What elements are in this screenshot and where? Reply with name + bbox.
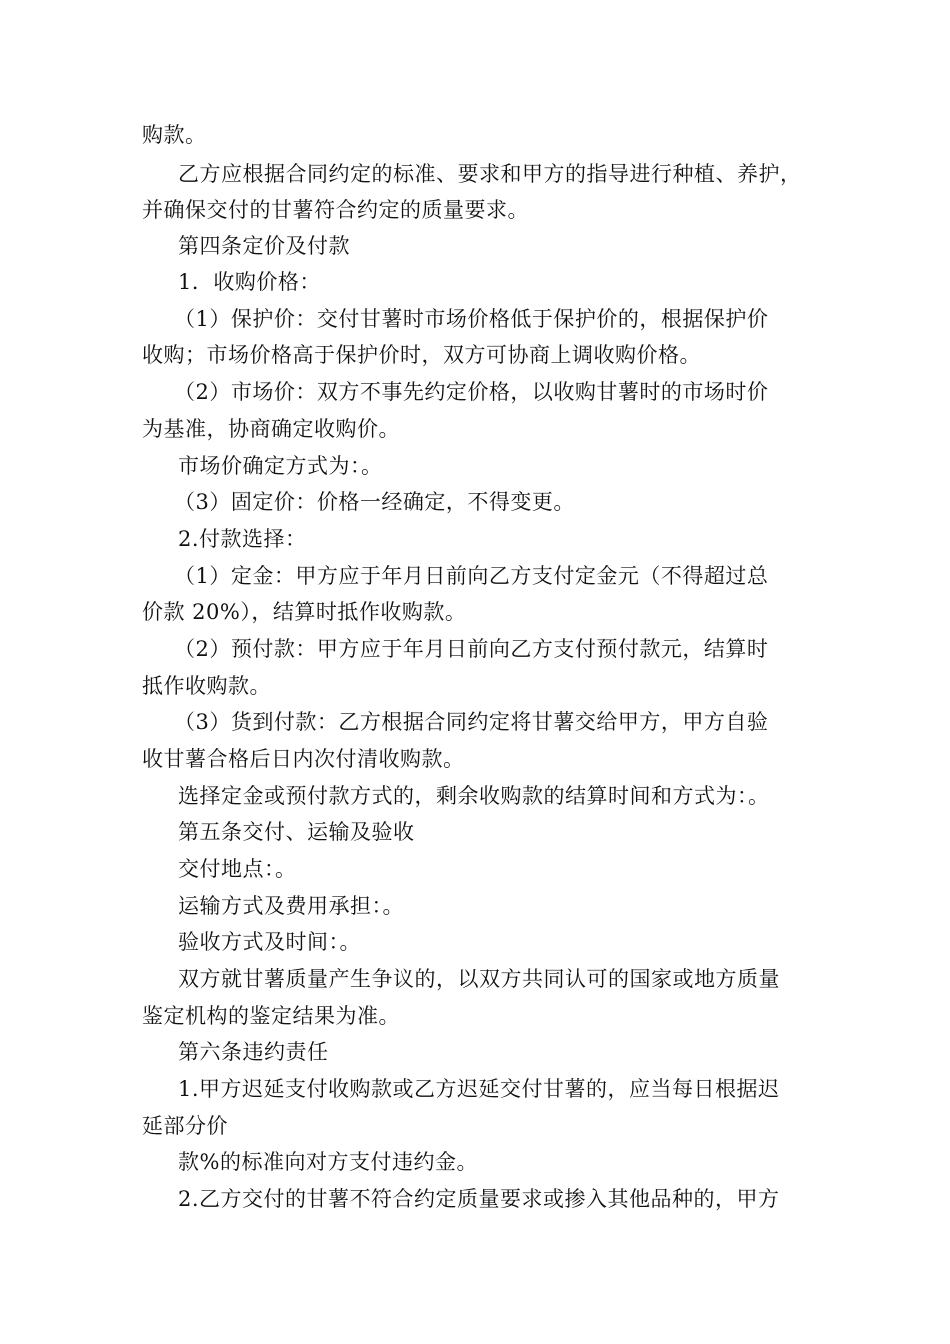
text-line: （2）市场价：双方不事先约定价格，以收购甘薯时的市场时价: [174, 380, 769, 404]
text-line: 收购；市场价格高于保护价时，双方可协商上调收购价格。: [142, 343, 701, 367]
text-line: （2）预付款：甲方应于年月日前向乙方支付预付款元，结算时: [174, 637, 769, 661]
text-line: 购款。: [142, 123, 207, 147]
text-line: 运输方式及费用承担：。: [178, 894, 404, 918]
text-line: （1）保护价：交付甘薯时市场价格低于保护价的，根据保护价: [174, 307, 769, 331]
text-line: （3）货到付款：乙方根据合同约定将甘薯交给甲方，甲方自验: [174, 710, 769, 734]
text-line: 款%的标准向对方支付违约金。: [178, 1150, 478, 1174]
text-line: 为基准，协商确定收购价。: [142, 417, 400, 441]
section-heading: 第六条违约责任: [178, 1040, 329, 1064]
text-line: （3）固定价：价格一经确定，不得变更。: [174, 490, 575, 514]
text-line: 乙方应根据合同约定的标准、要求和甲方的指导进行种植、养护，: [178, 162, 802, 186]
text-line: 并确保交付的甘薯符合约定的质量要求。: [142, 198, 529, 222]
text-line: （1）定金：甲方应于年月日前向乙方支付定金元（不得超过总: [174, 564, 769, 588]
text-line: 验收方式及时间：。: [178, 930, 361, 954]
text-line: 抵作收购款。: [142, 674, 271, 698]
text-line: 价款 20%），结算时抵作收购款。: [142, 600, 467, 624]
text-line: 选择定金或预付款方式的，剩余收购款的结算时间和方式为：。: [178, 784, 770, 808]
text-line: 市场价确定方式为：。: [178, 454, 383, 478]
text-line: 收甘薯合格后日内次付清收购款。: [142, 747, 465, 771]
text-line: 1.甲方迟延支付收购款或乙方迟延交付甘薯的，应当每日根据迟: [178, 1077, 780, 1101]
text-line: 延部分价: [142, 1114, 228, 1138]
section-heading: 第四条定价及付款: [178, 234, 350, 258]
text-line: 鉴定机构的鉴定结果为准。: [142, 1004, 400, 1028]
text-line: 1．收购价格：: [178, 270, 321, 294]
section-heading: 第五条交付、运输及验收: [178, 820, 415, 844]
text-line: 2.乙方交付的甘薯不符合约定质量要求或掺入其他品种的，甲方: [178, 1187, 780, 1211]
text-line: 双方就甘薯质量产生争议的，以双方共同认可的国家或地方质量: [178, 967, 780, 991]
text-line: 2.付款选择：: [178, 527, 307, 551]
text-line: 交付地点：。: [178, 857, 297, 881]
